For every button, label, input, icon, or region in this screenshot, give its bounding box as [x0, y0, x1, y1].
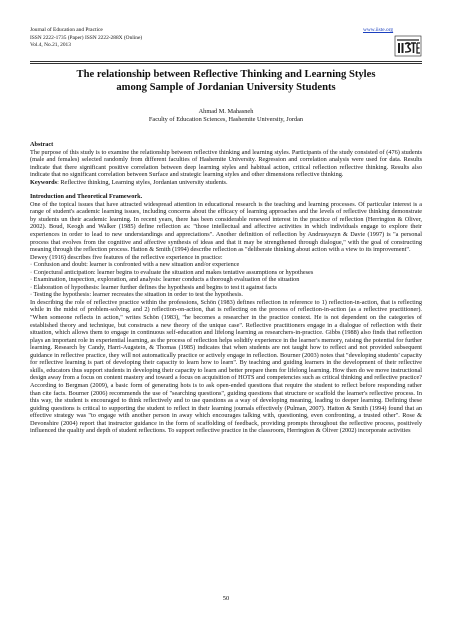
dewey-list-item: · Testing the hypothesis: learner recreates the situation in order to test the hypothesis.	[30, 291, 243, 299]
paper-title	[30, 68, 422, 94]
intro-heading: Introduction and Theoretical Framework.	[30, 193, 143, 201]
paper-title-line: The relationship between Reflective Thinking and Learning Styles	[76, 69, 376, 80]
journal-header	[30, 27, 142, 50]
abstract-text: The purpose of this study is to examine the relationship between reflective thinking and learning styles. Participants of the study consisted of (476) students (male and females) selected randomly from different faculties of Hashemite University. Regression and correlation analysis were used for data. Results indicate that there significant positive correlation between deep learning styles and habitual action, critical reflection reflective thinking. Results also indicate that no significant correlation between Surface and strategic learning styles and other dimensions reflective thinking.	[30, 148, 422, 179]
intro-paragraph: One of the topical issues that have attracted widespread attention in educational research is the teaching and learning processes. Of particular interest is a range of student's academic learning issues, including concerns about the efficacy of learning approaches and the levels of reflective thinking demonstrate by students un their academic learning. In recent years, there has been considerable renewed interest in the practice of reflection (Herrington & Oliver, 2002). Boud, Keogh and Walker (1985) define reflection as: "those intellectual and affective activities in which individuals engage to explore their experiences in order to lead to new understandings and appreciations". Another definition of reflection by Andrusyszyn & Davie (1997) is "a personal process that evolves from the cognitive and affective synthesis of ideas and that it may be strengthened through dialogue," with the goal of constructing meaning through the reflection process. Hatton & Smith (1994) describe reflection as "deliberate thinking about action with a view to its improvement".	[30, 200, 422, 254]
abstract-heading: Abstract	[30, 141, 54, 148]
iiste-logo-icon	[394, 35, 422, 57]
author-name: Ahmad M. Mahasneh	[198, 108, 254, 115]
journal-volume: Vol.4, No.21, 2013	[30, 42, 71, 49]
dewey-list-item: · Conjectural anticipation: learner begins to evaluate the situation and makes tentative assumptions or hypotheses	[30, 268, 314, 276]
author-block	[30, 108, 422, 124]
page-number: 50	[222, 595, 230, 602]
dewey-list-item: · Confusion and doubt: learner is confronted with a new situation and/or experience	[30, 261, 240, 269]
journal-url-link[interactable]: www.iiste.org	[363, 27, 394, 33]
journal-name: Journal of Education and Practice	[30, 27, 103, 33]
paper-title-line: among Sample of Jordanian University Students	[116, 82, 336, 93]
reflection-paragraph: In describing the role of reflective practice within the professions, Schön (1983) defines reflection in reference to 1) reflection-in-action, that is reflecting while in the midst of problem-solving, and 2) reflection-on-action, that is reflecting on the process of reflection-in-action (as a reflective practitioner). "When someone reflects in action," writes Schön (1983), "he becomes a researcher in the practice context. He is not dependent on the categories of established theory and technique, but constructs a new theory of the unique case". Reflective practitioners engage in a dialogue of reflection with their situation, which allows them to engage in continuous self-education and lifelong learning as researchers-in-practice. Gibbs (1988) also finds that reflection plays an important role in experiential learning, as the process of reflection helps solidify experience in the learner's memory, raising the potential for further learning. Research by Candy, Harri-Augstein, & Thomas (1985) indicates that when students are not taught how to reflect and not provided subsequent guidance in reflective practice, they will not automatically practice or actively engage in reflection. Bourner (2003) notes that "developing students' capacity for reflective learning is part of developing their capacity to learn how to learn". By teaching and guiding learners in the development of their reflective skills, educators thus support students in developing their capacity to learn and better prepare them for lifelong learning. How then do we move instructional design away from a focus on content mastery and toward a focus on acquisition of HOTS and competencies such as critical thinking and reflective practice? According to Bergman (2009), a basic form of generating hots is to ask open-ended questions that require the student to reflect before responding rather than cite facts. Bourner (2006) recommends the use of "searching questions", guiding questions that structure or scaffold the learner's reflective process. In this way, the student is encouraged to think reflectively and to use questions as a way of developing meaning, leading to deeper learning. Defining these guiding questions is critical to supporting the student to reflect in their learning journals effectively (Pulman, 2007). Hatton & Smith (1994) found that an effective strategy was "to engage with another person in away which encourages talking with, questioning, even confronting, a trusted other". Rose & Devonshire (2004) report that instructor guidance in the form of scaffolding of feedback, providing prompts throughout the reflective process, positively influenced the quality and depth of student reflections. To support reflective practice in the classroom, Herrington & Oliver (2002) incorporate activities	[30, 298, 422, 435]
paper-body	[30, 141, 422, 435]
keywords-text: : Reflective thinking, Learning styles, Jordanian university students.	[57, 178, 228, 186]
dewey-intro: Dewey (1916) describes five features of the reflective experience in practice:	[30, 253, 223, 261]
author-affiliation: Faculty of Education Sciences, Hashemite University, Jordan	[148, 116, 304, 124]
dewey-list-item: · Examination, inspection, exploration, and analysis: learner conducts a thorough evaluation of the situation	[30, 276, 300, 284]
keywords-label: Keywords	[30, 178, 58, 186]
dewey-list-item: · Elaboration of hypothesis: learner further defines the hypothesis and begins to test it against facts	[30, 283, 277, 291]
header-rule-bottom	[30, 63, 422, 64]
journal-issn: ISSN 2222-1735 (Paper) ISSN 2222-288X (Online)	[30, 34, 143, 41]
keywords-line	[30, 179, 422, 187]
